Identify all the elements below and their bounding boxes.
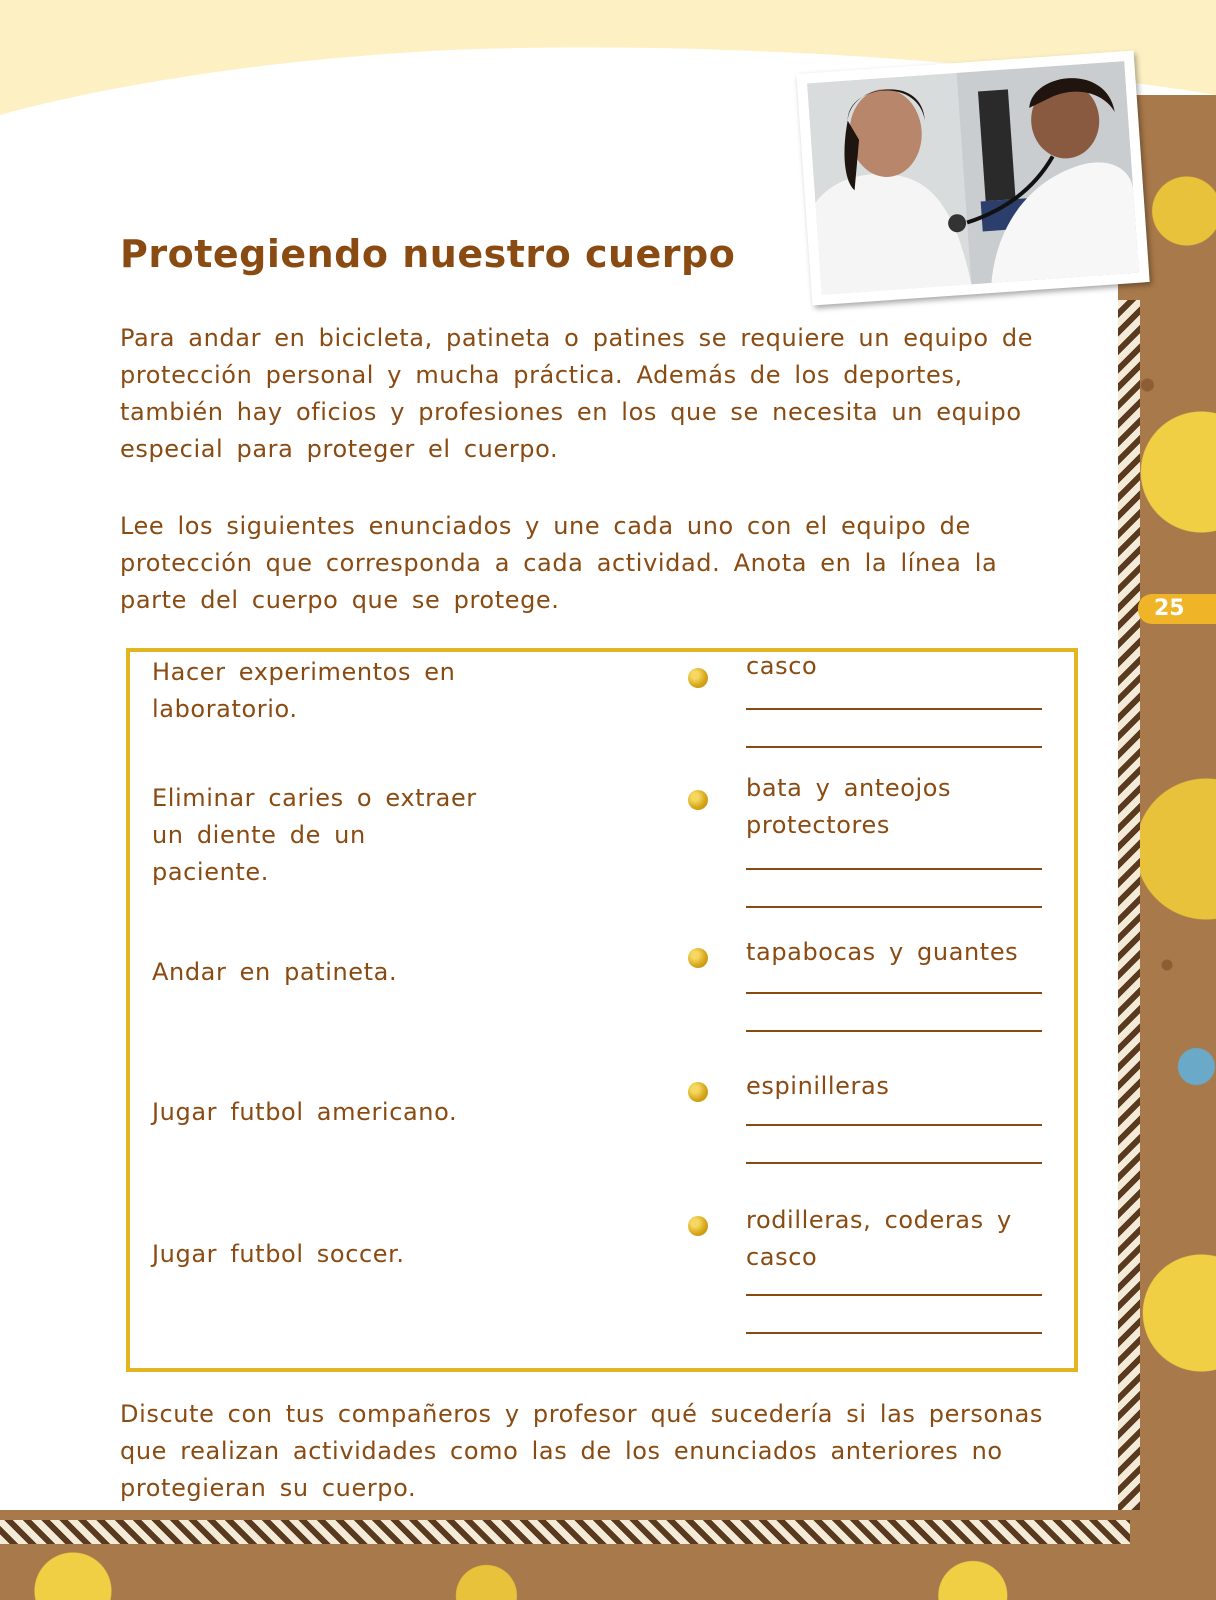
answer-line[interactable] [746,746,1042,748]
activity-item: Jugar futbol soccer. [152,1240,405,1268]
closing-paragraph: Discute con tus compañeros y profesor qué sucedería si las personas que realizan actividades como las de los enunciados anteriores no protegieran su cuerpo. [120,1400,1044,1502]
match-dot[interactable] [688,668,708,688]
match-dot[interactable] [688,790,708,810]
activity-item: Hacer experimentos en laboratorio. [152,658,456,723]
answer-line[interactable] [746,1162,1042,1164]
equipment-item: tapabocas y guantes [746,938,1019,966]
intro-paragraph: Para andar en bicicleta, patineta o patines se requiere un equipo de protección personal y mucha práctica. Además de los deportes, también hay oficios y profesiones en los que se necesita un equipo especial para proteger el cuerpo. [120,324,1034,463]
answer-line[interactable] [746,1124,1042,1126]
activity-item: Andar en patineta. [152,958,398,986]
match-dot[interactable] [688,1082,708,1102]
match-dot[interactable] [688,948,708,968]
answer-line[interactable] [746,992,1042,994]
equipment-item: bata y anteojos protectores [746,774,952,839]
doctor-with-patient-photo [796,50,1149,305]
equipment-item: casco [746,652,818,680]
bottom-rope-border [0,1520,1130,1544]
matching-exercise-box [126,648,1078,1372]
page-title: Protegiendo nuestro cuerpo [120,232,736,276]
equipment-item: espinilleras [746,1072,890,1100]
answer-line[interactable] [746,1332,1042,1334]
answer-line[interactable] [746,868,1042,870]
page-number: 25 [1138,594,1216,624]
instructions-paragraph: Lee los siguientes enunciados y une cada uno con el equipo de protección que corresponda a cada actividad. Anota en la línea la parte del cuerpo que se protege. [120,512,998,614]
activity-item: Eliminar caries o extraer un diente de un paciente. [152,784,477,886]
activity-item: Jugar futbol americano. [152,1098,458,1126]
match-dot[interactable] [688,1216,708,1236]
answer-line[interactable] [746,1294,1042,1296]
answer-line[interactable] [746,1030,1042,1032]
answer-line[interactable] [746,708,1042,710]
equipment-item: rodilleras, coderas y casco [746,1206,1012,1271]
right-rope-border [1118,300,1140,1545]
answer-line[interactable] [746,906,1042,908]
